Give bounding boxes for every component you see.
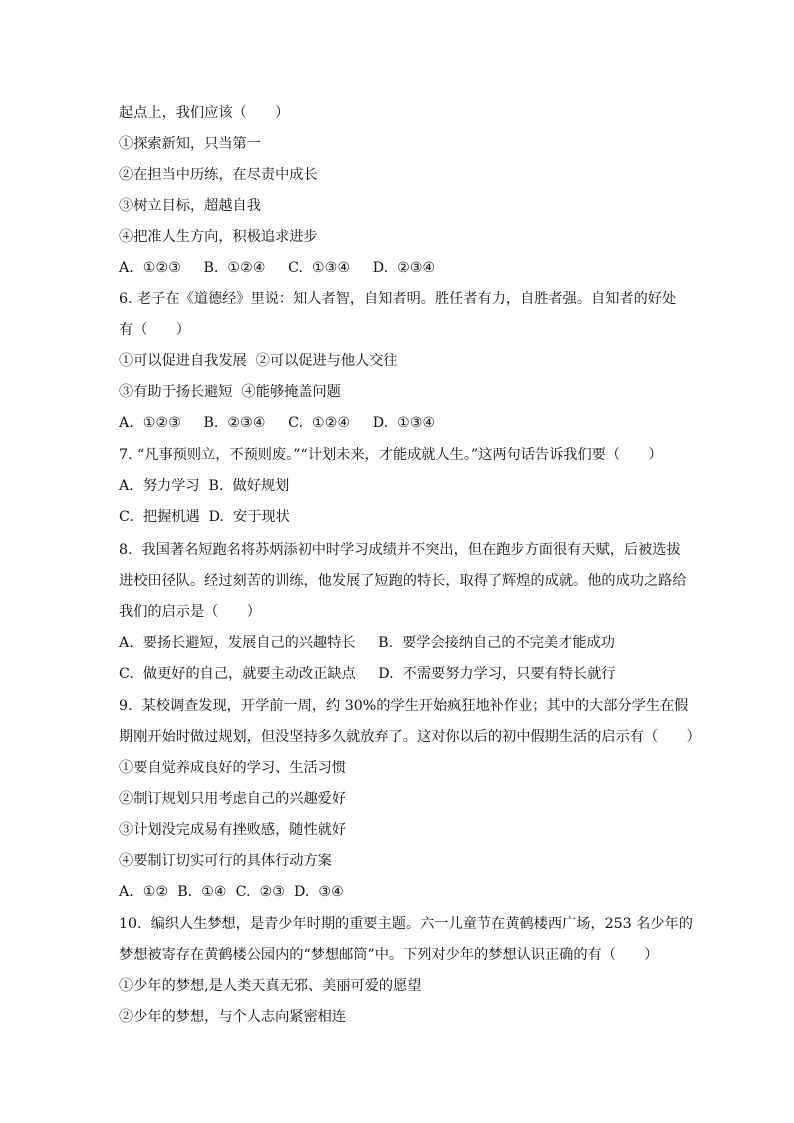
answer-options: A. ①② B. ①④ C. ②③ D. ③④ xyxy=(119,884,344,900)
answer-options: A. ①②③ B. ②③④ C. ①②④ D. ①③④ xyxy=(119,415,436,431)
text-line: ①可以促进自我发展 ②可以促进与他人交往 xyxy=(119,353,398,369)
answer-options: A. 努力学习 B. 做好规划 xyxy=(119,478,290,494)
text-line: 梦想被寄存在黄鹤楼公园内的“梦想邮筒”中。下列对少年的梦想认识正确的有（ ） xyxy=(119,947,659,963)
text-line: 我们的启示是（ ） xyxy=(119,604,261,620)
text-line: ④把准人生方向，积极追求进步 xyxy=(119,229,318,245)
text-line: 进校田径队。经过刻苦的训练，他发展了短跑的特长，取得了辉煌的成就。他的成功之路给 xyxy=(119,573,687,589)
answer-options: A. 要扬长避短，发展自己的兴趣特长 B. 要学会接纳自己的不完美才能成功 xyxy=(119,635,615,651)
question-10-stem: 10. 编织人生梦想，是青少年时期的重要主题。六一儿童节在黄鹤楼西广场，253 名少年的 xyxy=(119,916,693,932)
question-8-stem: 8. 我国著名短跑名将苏炳添初中时学习成绩并不突出，但在跑步方面很有天赋，后被选拔 xyxy=(119,542,681,558)
text-line: ②在担当中历练，在尽责中成长 xyxy=(119,167,318,183)
answer-options: C. 做更好的自己，就要主动改正缺点 D. 不需要努力学习，只要有特长就行 xyxy=(119,666,616,682)
question-9-stem: 9. 某校调查发现，开学前一周，约 30%的学生开始疯狂地补作业；其中的大部分学生在假 xyxy=(119,698,689,714)
text-line: ③树立目标，超越自我 xyxy=(119,198,261,214)
answer-options: A. ①②③ B. ①②④ C. ①③④ D. ②③④ xyxy=(119,260,436,276)
question-6-stem: 6. 老子在《道德经》里说：知人者智，自知者明。胜任者有力，自胜者强。自知者的好处 xyxy=(119,291,677,307)
text-line: ③有助于扬长避短 ④能够掩盖问题 xyxy=(119,384,341,400)
text-line: ④要制订切实可行的具体行动方案 xyxy=(119,853,332,869)
text-line: ②制订规划只用考虑自己的兴趣爱好 xyxy=(119,791,347,807)
text-line: 期刚开始时做过规划，但没坚持多久就放弃了。这对你以后的初中假期生活的启示有（ ） xyxy=(119,729,701,745)
text-line: ②少年的梦想，与个人志向紧密相连 xyxy=(119,1009,347,1025)
text-line: ①要自觉养成良好的学习、生活习惯 xyxy=(119,760,347,776)
text-line: ①探索新知，只当第一 xyxy=(119,136,261,152)
text-line: 起点上，我们应该（ ） xyxy=(119,105,290,121)
text-line: 有（ ） xyxy=(119,322,190,338)
text-line: ①少年的梦想,是人类天真无邪、美丽可爱的愿望 xyxy=(119,978,422,994)
answer-options: C. 把握机遇 D. 安于现状 xyxy=(119,509,290,525)
text-line: ③计划没完成易有挫败感，随性就好 xyxy=(119,822,347,838)
question-7-stem: 7. “凡事预则立，不预则废。”“计划未来，才能成就人生。”这两句话告诉我们要（ ） xyxy=(119,447,663,463)
